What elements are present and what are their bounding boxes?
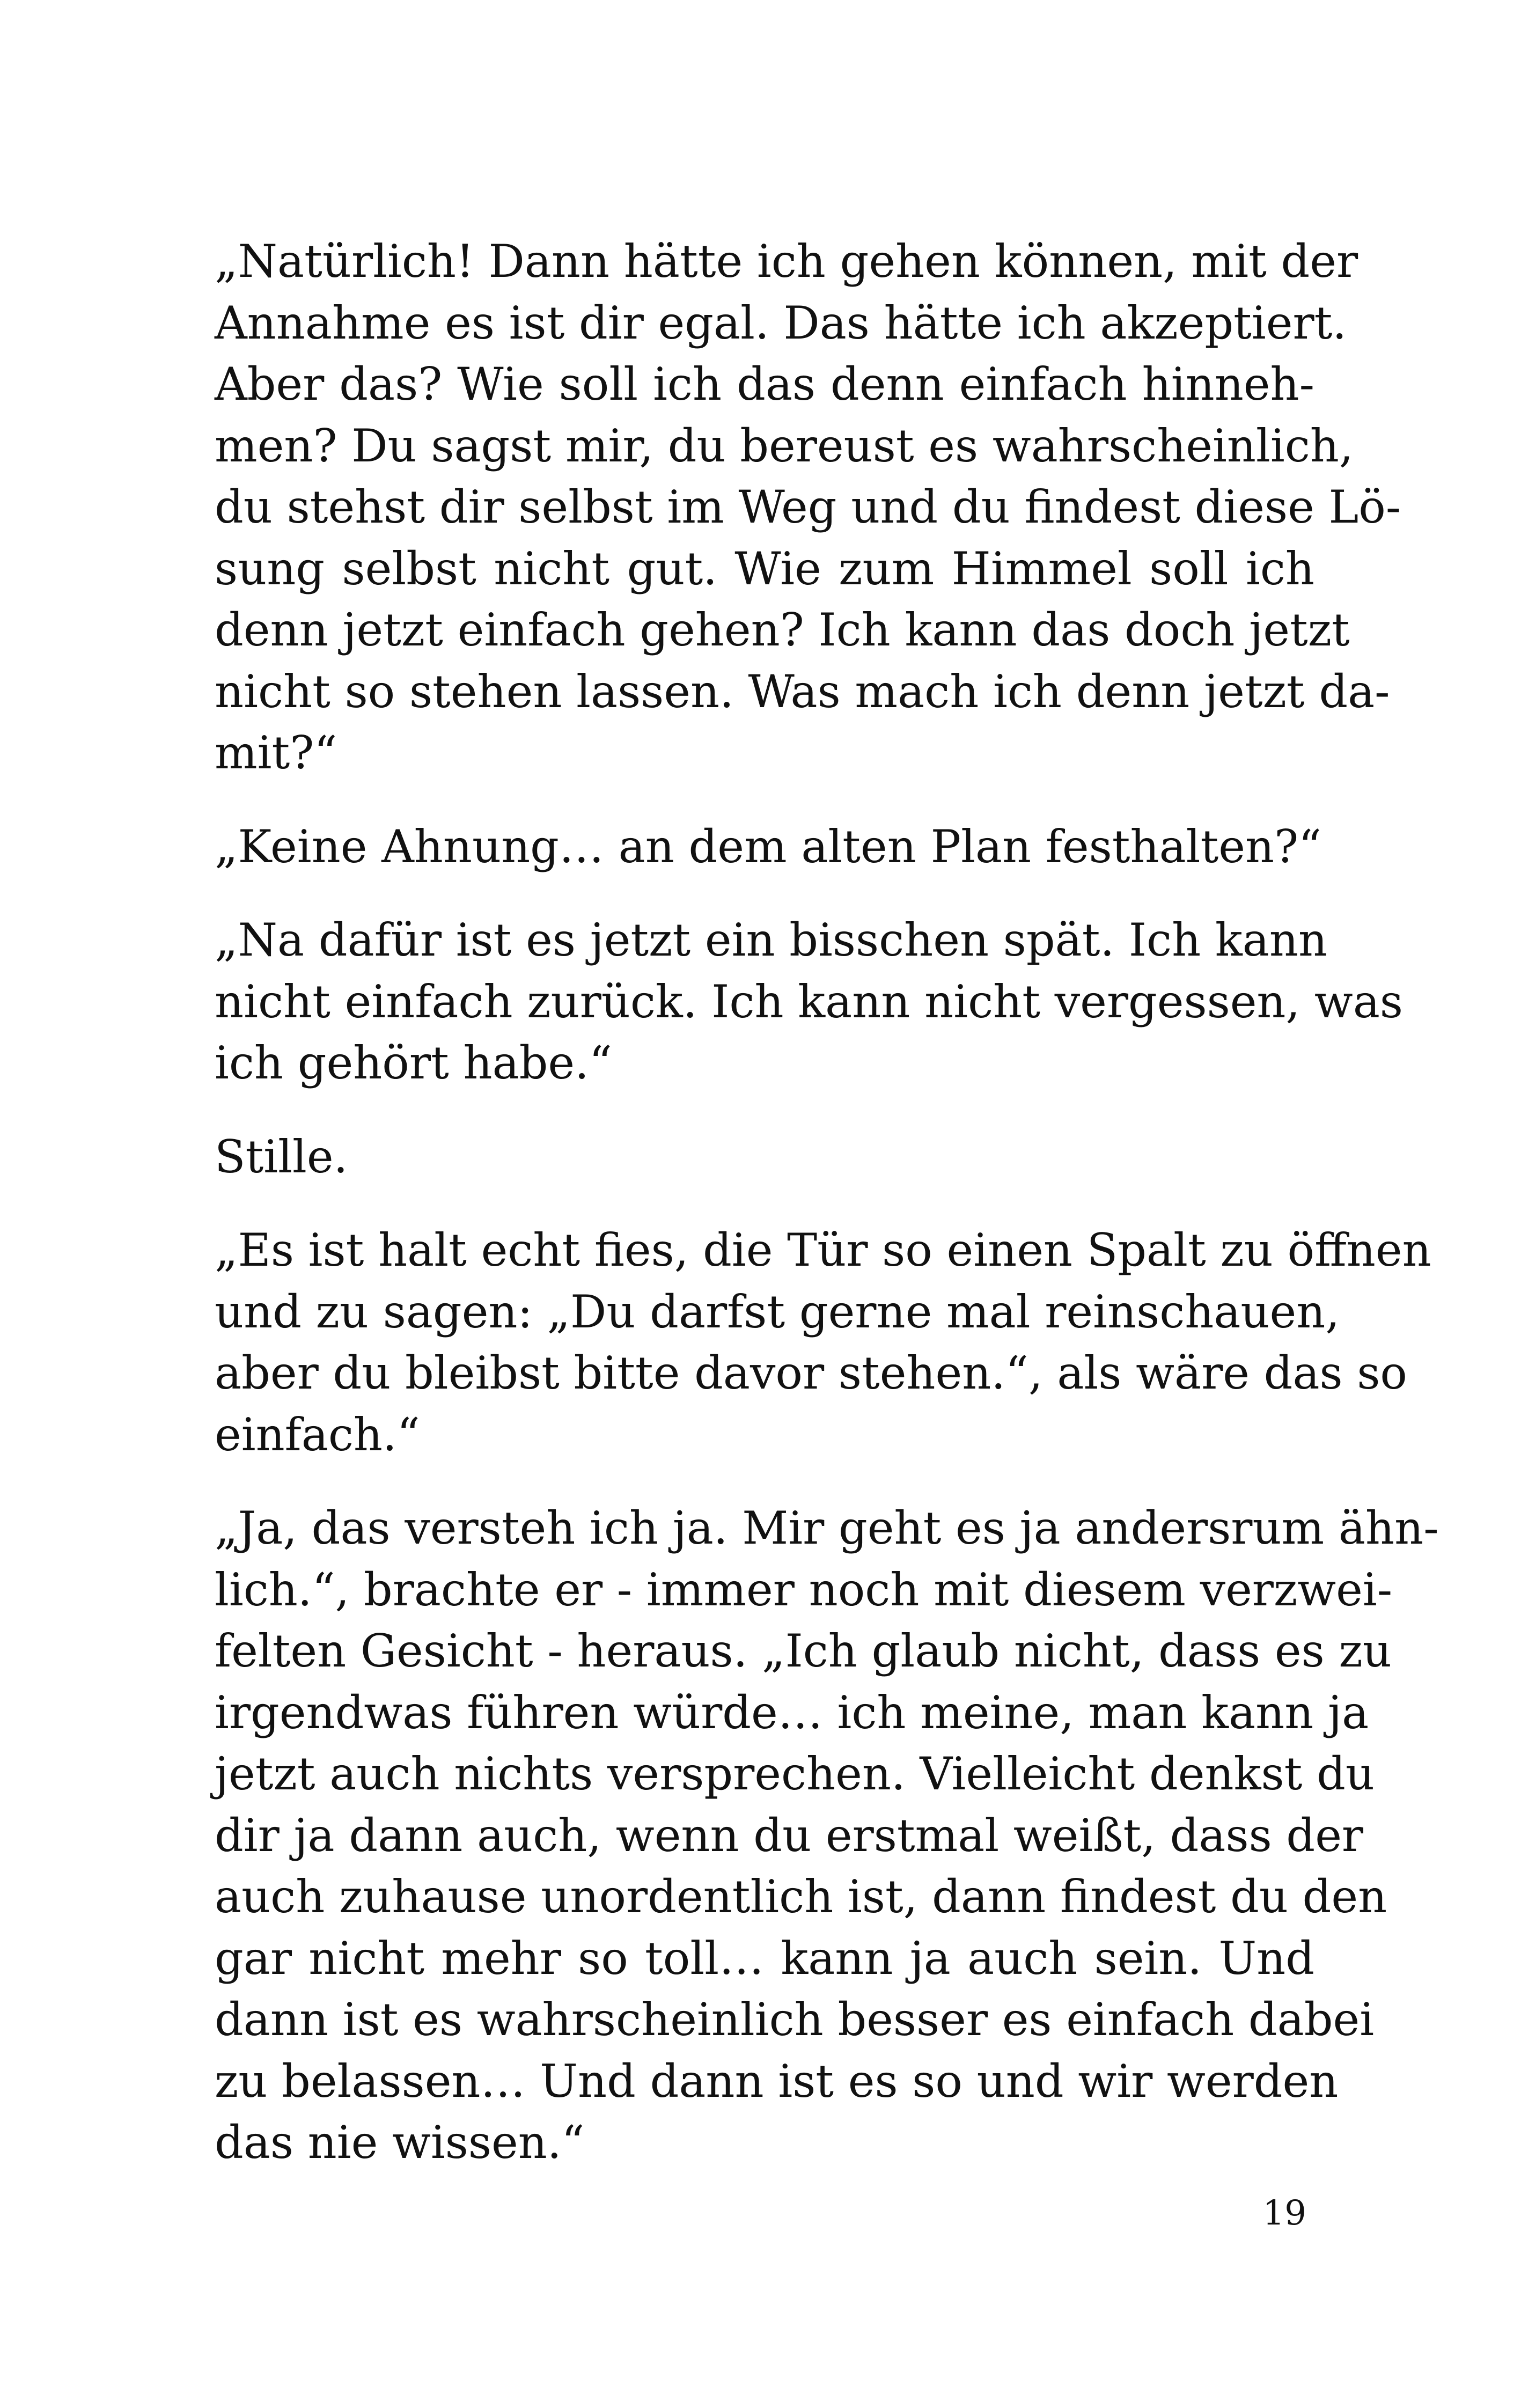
text-line: irgendwas führen würde… ich meine, man kann ja — [215, 1686, 1369, 1739]
paragraph-3 — [215, 909, 1404, 1094]
text-line: aber du bleibst bitte davor stehen.“, als wäre das so — [215, 1347, 1408, 1399]
text-line: felten Gesicht - heraus. „Ich glaub nicht, dass es zu — [215, 1625, 1392, 1677]
text-line: gar nicht mehr so toll… kann ja auch sein. Und — [215, 1932, 1314, 1985]
text-line: ich gehört habe.“ — [215, 1037, 612, 1089]
text-line: nicht einfach zurück. Ich kann nicht vergessen, was — [215, 975, 1404, 1028]
text-line: „Es ist halt echt fies, die Tür so einen Spalt zu öffnen — [215, 1224, 1431, 1276]
text-line: men? Du sagst mir, du bereust es wahrscheinlich, — [215, 419, 1354, 472]
text-line: „Keine Ahnung… an dem alten Plan festhalten?“ — [215, 820, 1322, 873]
page-number: 19 — [1262, 2193, 1306, 2233]
text-line: lich.“, brachte er - immer noch mit diesem verzwei- — [215, 1563, 1393, 1616]
text-line: Annahme es ist dir egal. Das hätte ich akzeptiert. — [215, 296, 1347, 349]
text-line: mit?“ — [215, 726, 337, 779]
paragraph-6 — [215, 1497, 1439, 2174]
text-line: einfach.“ — [215, 1408, 420, 1461]
text-line: Aber das? Wie soll ich das denn einfach hinneh- — [215, 358, 1314, 410]
body-text — [215, 231, 1439, 2206]
paragraph-4 — [215, 1126, 1314, 1188]
text-line: jetzt auch nichts versprechen. Vielleicht denkst du — [215, 1748, 1375, 1800]
text-line: zu belassen… Und dann ist es so und wir werden — [215, 2054, 1339, 2108]
text-line: auch zuhause unordentlich ist, dann findest du den — [215, 1870, 1387, 1923]
text-line: das nie wissen.“ — [215, 2116, 585, 2169]
text-line: dir ja dann auch, wenn du erstmal weißt, dass der — [215, 1809, 1364, 1862]
text-line: denn jetzt einfach gehen? Ich kann das doch jetzt — [215, 604, 1350, 656]
text-line: nicht so stehen lassen. Was mach ich denn jetzt da- — [215, 665, 1390, 718]
paragraph-5 — [215, 1220, 1431, 1465]
text-line: du stehst dir selbst im Weg und du findest diese Lö- — [215, 481, 1401, 533]
paragraph-2 — [215, 816, 1322, 878]
text-line: „Natürlich! Dann hätte ich gehen können, mit der — [215, 235, 1358, 288]
text-line: und zu sagen: „Du darfst gerne mal reinschauen, — [215, 1285, 1340, 1338]
text-line: dann ist es wahrscheinlich besser es einfach dabei — [215, 1993, 1375, 2046]
text-line: „Ja, das versteh ich ja. Mir geht es ja andersrum ähn- — [215, 1502, 1439, 1554]
text-line: Stille. — [215, 1130, 348, 1183]
text-line: „Na dafür ist es jetzt ein bisschen spät. Ich kann — [215, 914, 1328, 966]
text-line: sung selbst nicht gut. Wie zum Himmel soll ich — [215, 542, 1314, 595]
paragraph-1 — [215, 231, 1401, 784]
